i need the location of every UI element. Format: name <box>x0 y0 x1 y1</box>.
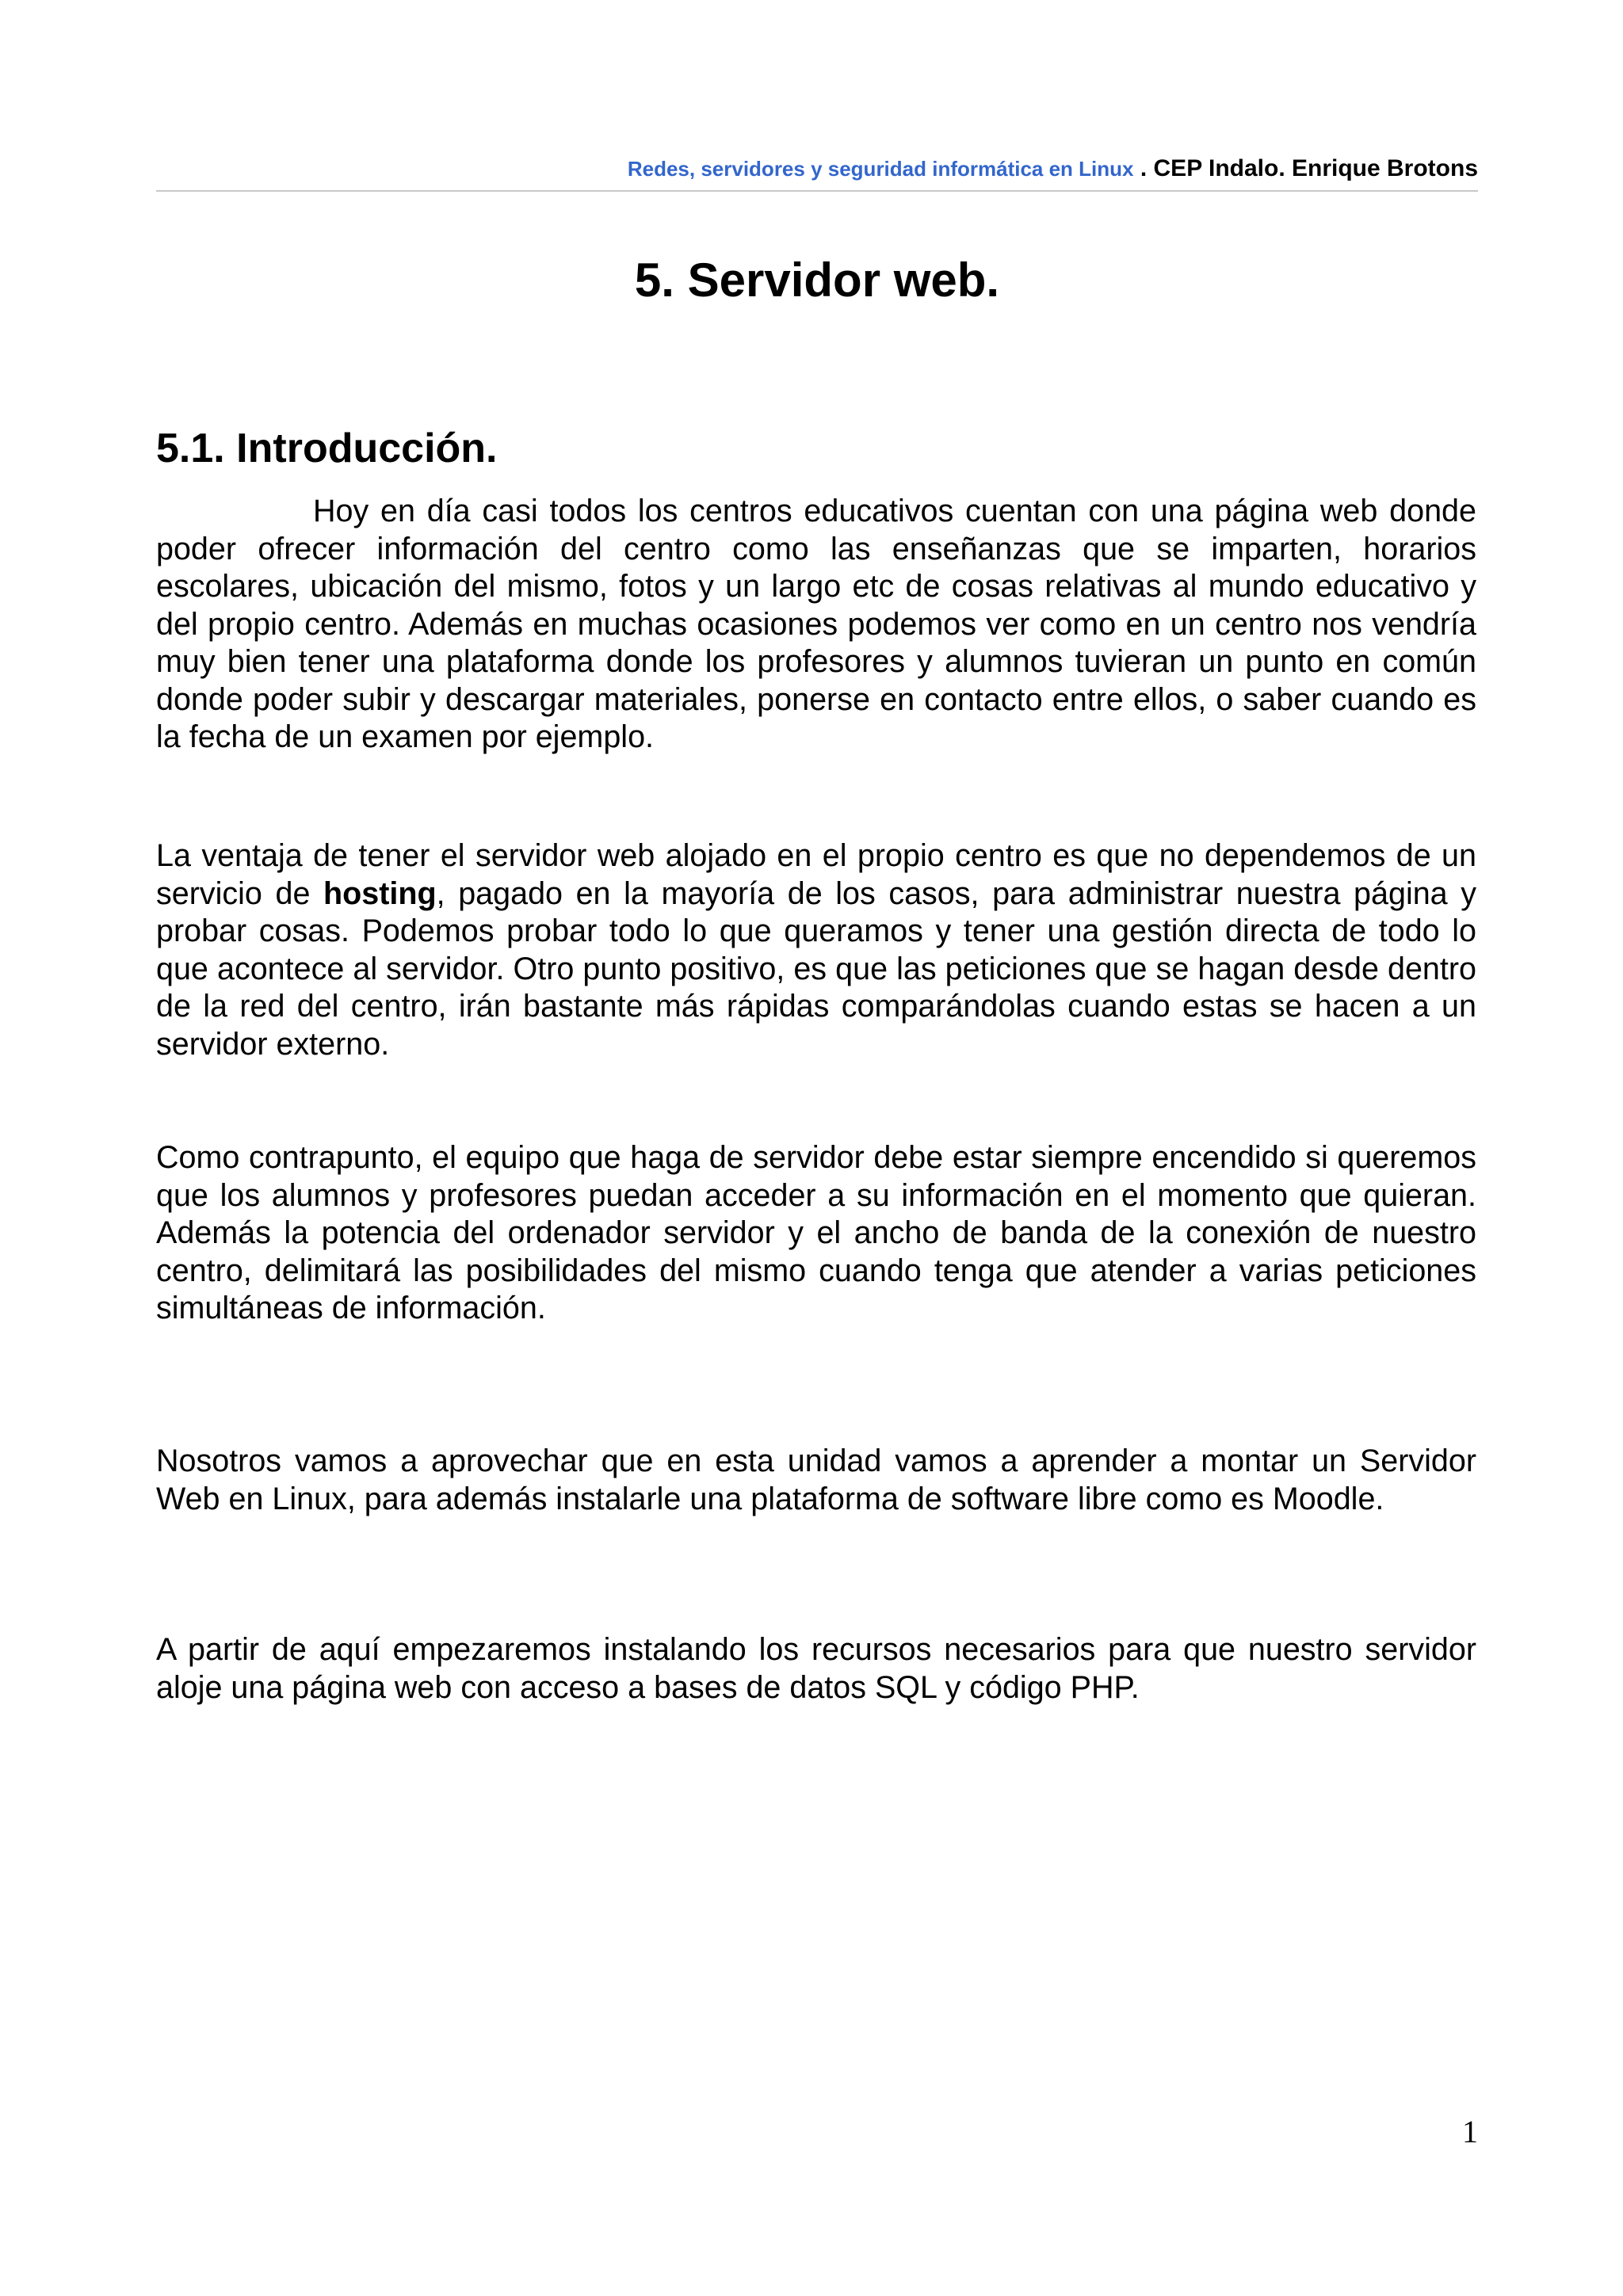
paragraph-next-steps: A partir de aquí empezaremos instalando los recursos necesarios para que nuestro servidor aloje una página web con acceso a bases de datos SQL y código PHP. <box>156 1632 1476 1705</box>
header-divider <box>156 190 1478 192</box>
paragraph-advantages-end: , pagado en la mayoría de los casos, para administrar nuestra página y probar cosas. Podemos probar todo lo que queramos y tener una gestión directa de todo lo que acontece al servidor. Otro punto positivo, es que las peticiones que se hagan desde dentro de la red del centro, irán bastante más rápidas comparándolas cuando estas se hacen a un servidor externo. <box>156 875 1476 1062</box>
header-author: CEP Indalo. Enrique Brotons <box>1153 155 1478 181</box>
paragraph-plan: Nosotros vamos a aprovechar que en esta unidad vamos a aprender a montar un Servidor Web en Linux, para además instalarle una plataforma de software libre como es Moodle. <box>156 1444 1476 1516</box>
chapter-title: 5. Servidor web. <box>634 254 1000 307</box>
paragraph-intro: Hoy en día casi todos los centros educativos cuentan con una página web donde poder ofrecer información del centro como las enseñanzas que se imparten, horarios escolares, ubicación del mismo, fotos y un largo etc de cosas relativas al mundo educativo y del propio centro. Además en muchas ocasiones podemos ver como en un centro nos vendría muy bien tener una plataforma donde los profesores y alumnos tuvieran un punto en común donde poder subir y descargar materiales, ponerse en contacto entre ellos, o saber cuando es la fecha de un examen por ejemplo. <box>156 494 1476 754</box>
paragraph-drawbacks: Como contrapunto, el equipo que haga de servidor debe estar siempre encendido si queremos que los alumnos y profesores puedan acceder a su información en el momento que quieran. Además la potencia del ordenador servidor y el ancho de banda de la conexión de nuestro centro, delimitará las posibilidades del mismo cuando tenga que atender a varias peticiones simultáneas de información. <box>156 1140 1476 1325</box>
page-number: 1 <box>1462 2114 1478 2149</box>
paragraph-advantages <box>156 837 1476 1063</box>
header-separator: . <box>1133 155 1154 181</box>
hosting-term: hosting <box>323 875 437 911</box>
paragraph-advantages-start: La ventaja de tener el servidor web alojado en el propio centro es que no dependemos de un servicio de <box>156 838 1476 911</box>
section-title: 5.1. Introducción. <box>156 425 498 471</box>
header-course-title: Redes, servidores y seguridad informática en Linux <box>627 157 1134 181</box>
running-header <box>156 155 1478 182</box>
